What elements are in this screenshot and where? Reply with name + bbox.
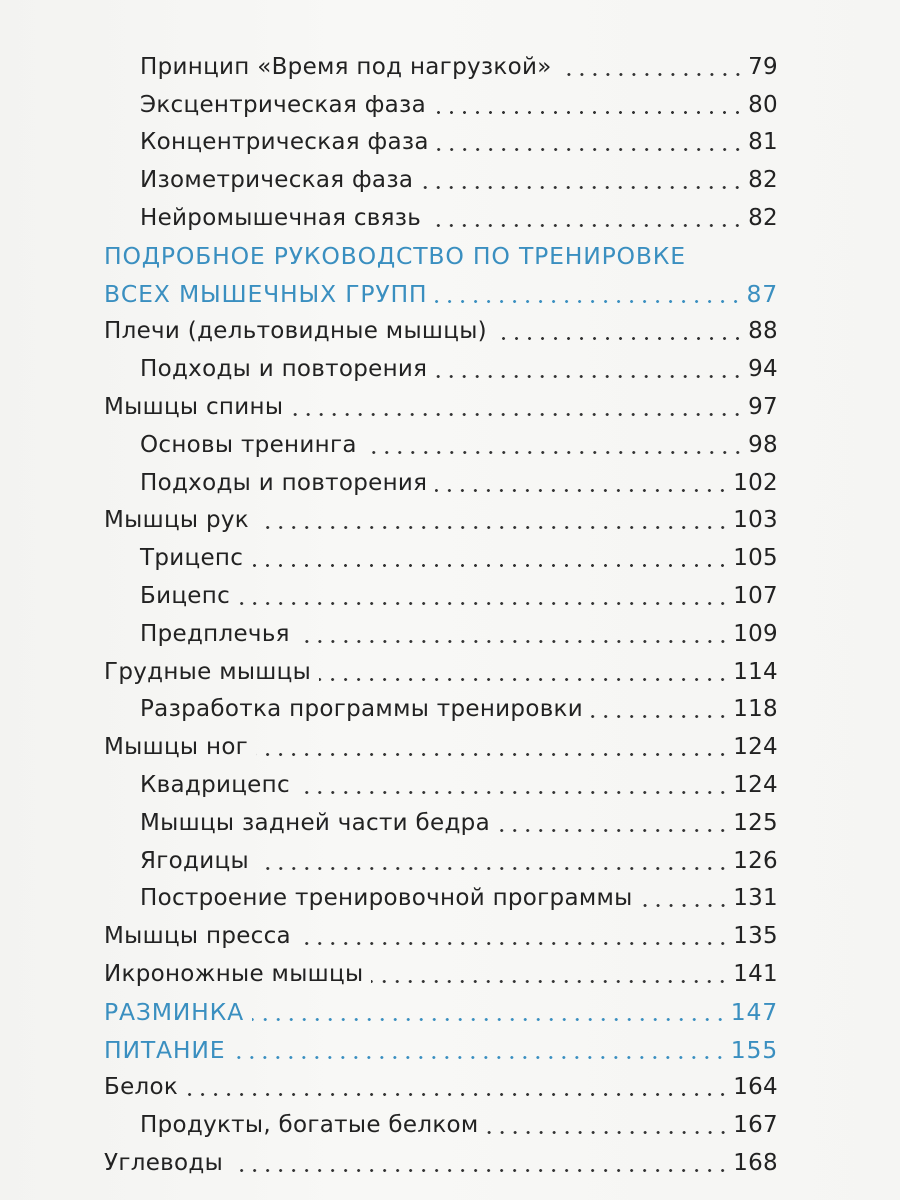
toc-entry-title: Бицепс bbox=[140, 583, 231, 610]
toc-entry bbox=[104, 728, 778, 766]
toc-entry-title: Подходы и повторения bbox=[140, 356, 428, 383]
toc-page-number: 88 bbox=[748, 318, 778, 345]
toc-entry-title: Трицепс bbox=[140, 545, 244, 572]
toc-entry bbox=[104, 124, 778, 162]
toc-page-number: 109 bbox=[733, 620, 778, 647]
toc-section-heading bbox=[104, 275, 778, 313]
dot-leader bbox=[252, 1018, 727, 1021]
dot-leader bbox=[371, 980, 729, 983]
toc-entry bbox=[104, 161, 778, 199]
dot-leader bbox=[435, 489, 729, 492]
toc-entry bbox=[104, 502, 778, 540]
dot-leader bbox=[421, 186, 744, 189]
toc-page-number: 164 bbox=[733, 1074, 778, 1101]
toc-entry-title: Грудные мышцы bbox=[104, 658, 312, 685]
dot-leader bbox=[298, 640, 729, 643]
toc-entry-title: Основы тренинга bbox=[140, 431, 357, 458]
toc-page-number: 125 bbox=[733, 809, 778, 836]
toc-page-number: 80 bbox=[748, 91, 778, 118]
toc-page-number: 124 bbox=[733, 772, 778, 799]
dot-leader bbox=[495, 337, 744, 340]
toc-page-number: 167 bbox=[733, 1112, 778, 1139]
toc-page-number: 124 bbox=[733, 734, 778, 761]
toc-entry bbox=[104, 1069, 778, 1107]
toc-entry-title: ПИТАНИЕ bbox=[104, 1035, 226, 1064]
toc-entry-title: Эксцентрическая фаза bbox=[140, 91, 426, 118]
toc-entry bbox=[104, 955, 778, 993]
toc-page-number: 97 bbox=[748, 394, 778, 421]
toc-page-number: 79 bbox=[748, 53, 778, 80]
toc-entry bbox=[104, 766, 778, 804]
toc-page-number: 102 bbox=[733, 469, 778, 496]
toc-page-number: 103 bbox=[733, 507, 778, 534]
dot-leader bbox=[487, 1131, 730, 1134]
toc-page-number: 98 bbox=[748, 431, 778, 458]
dot-leader bbox=[298, 791, 729, 794]
toc-entry-title: Концентрическая фаза bbox=[140, 129, 429, 156]
toc-entry bbox=[104, 842, 778, 880]
toc-entry-title: Изометрическая фаза bbox=[140, 167, 414, 194]
dot-leader bbox=[365, 451, 744, 454]
toc-entry-title: Мышцы пресса bbox=[104, 923, 291, 950]
toc-entry bbox=[104, 804, 778, 842]
toc-page-number: 82 bbox=[748, 205, 778, 232]
toc-entry-title: Мышцы задней части бедра bbox=[140, 809, 490, 836]
toc-entry-title: Плечи (дельтовидные мышцы) bbox=[104, 318, 487, 345]
toc-entry-title: Углеводы bbox=[104, 1150, 224, 1176]
toc-page-number: 87 bbox=[746, 279, 778, 308]
dot-leader bbox=[435, 375, 744, 378]
toc-entry bbox=[104, 577, 778, 615]
toc-entry-title: Построение тренировочной программы bbox=[140, 885, 633, 912]
toc-entry-title: Белок bbox=[104, 1074, 179, 1101]
toc-entry-title: Продукты, богатые белком bbox=[140, 1112, 479, 1139]
dot-leader bbox=[641, 904, 730, 907]
toc-entry bbox=[104, 1144, 778, 1182]
toc-page-number: 118 bbox=[733, 696, 778, 723]
toc-entry-title: Икроножные мышцы bbox=[104, 961, 364, 988]
toc-entry bbox=[104, 199, 778, 237]
toc-entry-title: Мышцы спины bbox=[104, 394, 284, 421]
dot-leader bbox=[429, 224, 744, 227]
toc-page-number: 114 bbox=[733, 658, 778, 685]
toc-entry-title: Принцип «Время под нагрузкой» bbox=[140, 53, 552, 80]
dot-leader bbox=[299, 942, 729, 945]
dot-leader bbox=[291, 413, 744, 416]
toc-entry bbox=[104, 691, 778, 729]
toc-entry bbox=[104, 86, 778, 124]
dot-leader bbox=[319, 678, 729, 681]
toc-entry-title: Нейромышечная связь bbox=[140, 205, 422, 232]
toc-entry-title: ПОДРОБНОЕ РУКОВОДСТВО ПО ТРЕНИРОВКЕ bbox=[104, 241, 686, 270]
toc-page-number: 168 bbox=[733, 1150, 778, 1176]
toc-page-number: 82 bbox=[748, 167, 778, 194]
dot-leader bbox=[256, 753, 729, 756]
dot-leader bbox=[434, 111, 744, 114]
toc-entry bbox=[104, 917, 778, 955]
dot-leader bbox=[435, 300, 742, 303]
toc-page-number: 81 bbox=[748, 129, 778, 156]
toc-page-number: 147 bbox=[730, 997, 778, 1026]
toc-entry bbox=[104, 1106, 778, 1144]
toc-entry-title: ВСЕХ МЫШЕЧНЫХ ГРУПП bbox=[104, 279, 428, 308]
dot-leader bbox=[186, 1093, 729, 1096]
dot-leader bbox=[591, 715, 729, 718]
toc-page-number: 105 bbox=[733, 545, 778, 572]
toc-entry bbox=[104, 653, 778, 691]
toc-section-heading bbox=[104, 1031, 778, 1069]
toc-entry-title: Предплечья bbox=[140, 620, 290, 647]
dot-leader bbox=[238, 602, 729, 605]
dot-leader bbox=[251, 564, 729, 567]
toc-entry bbox=[104, 880, 778, 918]
toc-entry bbox=[104, 388, 778, 426]
table-of-contents bbox=[104, 48, 778, 1182]
toc-page-number: 107 bbox=[733, 583, 778, 610]
toc-entry bbox=[104, 539, 778, 577]
toc-entry-title: Ягодицы bbox=[140, 847, 249, 874]
toc-entry-title: РАЗМИНКА bbox=[104, 997, 244, 1026]
toc-entry-title: Мышцы ног bbox=[104, 734, 249, 761]
toc-entry bbox=[104, 350, 778, 388]
toc-entry-title: Мышцы рук bbox=[104, 507, 249, 534]
toc-entry-title: Подходы и повторения bbox=[140, 469, 428, 496]
toc-entry bbox=[104, 464, 778, 502]
toc-page-number: 141 bbox=[733, 961, 778, 988]
dot-leader bbox=[560, 73, 744, 76]
toc-page-number: 94 bbox=[748, 356, 778, 383]
dot-leader bbox=[257, 526, 729, 529]
toc-section-heading bbox=[104, 993, 778, 1031]
dot-leader bbox=[257, 867, 729, 870]
dot-leader bbox=[231, 1169, 729, 1172]
toc-entry bbox=[104, 313, 778, 351]
dot-leader bbox=[498, 829, 729, 832]
toc-entry bbox=[104, 615, 778, 653]
toc-entry-title: Квадрицепс bbox=[140, 772, 290, 799]
toc-page-number: 155 bbox=[730, 1035, 778, 1064]
dot-leader bbox=[437, 148, 744, 151]
toc-entry-title: Разработка программы тренировки bbox=[140, 696, 583, 723]
dot-leader bbox=[233, 1056, 726, 1059]
toc-section-heading bbox=[104, 237, 778, 275]
toc-page-number: 126 bbox=[733, 847, 778, 874]
toc-page-number: 131 bbox=[733, 885, 778, 912]
toc-entry bbox=[104, 426, 778, 464]
toc-entry bbox=[104, 48, 778, 86]
toc-page-number: 135 bbox=[733, 923, 778, 950]
